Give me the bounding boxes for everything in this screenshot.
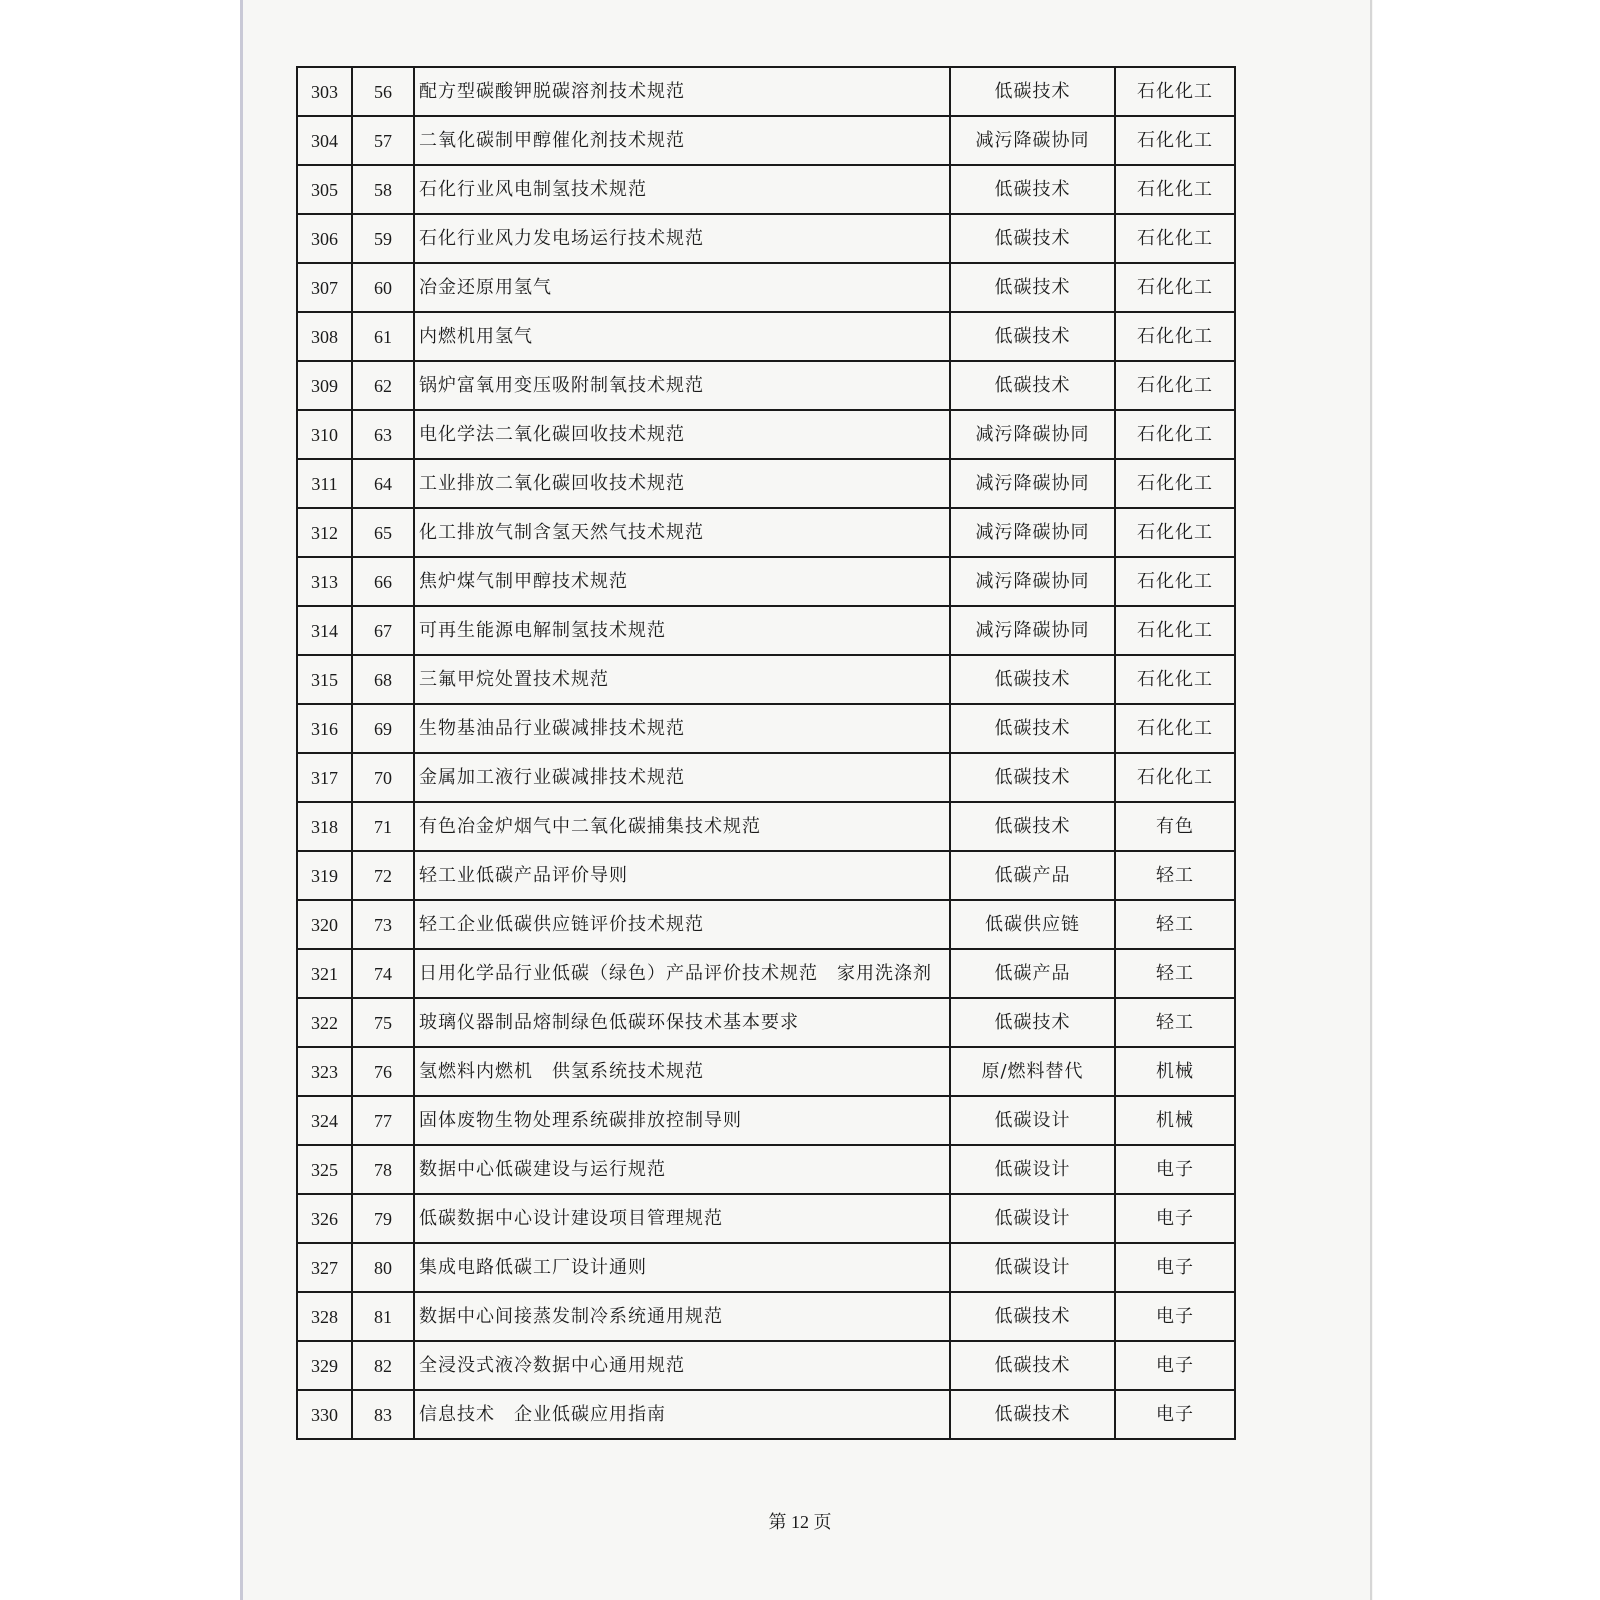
table-row [297,459,1235,508]
table-row [297,851,1235,900]
row-index-cell: 315 [297,655,352,704]
industry-cell: 石化化工 [1115,361,1235,410]
standard-name-cell: 锅炉富氧用变压吸附制氧技术规范 [414,361,950,410]
standard-name-cell: 数据中心低碳建设与运行规范 [414,1145,950,1194]
table-row [297,557,1235,606]
table-row [297,67,1235,116]
industry-cell: 机械 [1115,1096,1235,1145]
row-index-cell: 312 [297,508,352,557]
category-cell: 低碳技术 [950,312,1115,361]
category-cell: 低碳产品 [950,949,1115,998]
category-cell: 低碳技术 [950,802,1115,851]
industry-cell: 机械 [1115,1047,1235,1096]
industry-cell: 石化化工 [1115,606,1235,655]
row-index-cell: 327 [297,1243,352,1292]
category-cell: 低碳设计 [950,1096,1115,1145]
industry-cell: 石化化工 [1115,753,1235,802]
industry-cell: 石化化工 [1115,116,1235,165]
table-row [297,410,1235,459]
standard-name-cell: 可再生能源电解制氢技术规范 [414,606,950,655]
industry-cell: 石化化工 [1115,312,1235,361]
row-index-cell: 314 [297,606,352,655]
row-sequence-cell: 79 [352,1194,414,1243]
row-index-cell: 323 [297,1047,352,1096]
category-cell: 减污降碳协同 [950,557,1115,606]
category-cell: 低碳技术 [950,67,1115,116]
industry-cell: 石化化工 [1115,704,1235,753]
category-cell: 低碳技术 [950,1341,1115,1390]
category-cell: 低碳技术 [950,1390,1115,1439]
standard-name-cell: 玻璃仪器制品熔制绿色低碳环保技术基本要求 [414,998,950,1047]
industry-cell: 石化化工 [1115,214,1235,263]
category-cell: 低碳技术 [950,655,1115,704]
row-index-cell: 328 [297,1292,352,1341]
row-sequence-cell: 63 [352,410,414,459]
row-index-cell: 317 [297,753,352,802]
table-row [297,704,1235,753]
row-index-cell: 322 [297,998,352,1047]
row-sequence-cell: 60 [352,263,414,312]
row-sequence-cell: 70 [352,753,414,802]
category-cell: 低碳技术 [950,361,1115,410]
table-row [297,1194,1235,1243]
row-index-cell: 329 [297,1341,352,1390]
page-number: 第 12 页 [768,1512,832,1532]
row-sequence-cell: 64 [352,459,414,508]
standard-name-cell: 石化行业风力发电场运行技术规范 [414,214,950,263]
category-cell: 低碳技术 [950,704,1115,753]
industry-cell: 轻工 [1115,949,1235,998]
row-sequence-cell: 83 [352,1390,414,1439]
standard-name-cell: 电化学法二氧化碳回收技术规范 [414,410,950,459]
standard-name-cell: 数据中心间接蒸发制冷系统通用规范 [414,1292,950,1341]
industry-cell: 电子 [1115,1341,1235,1390]
table-row [297,949,1235,998]
row-index-cell: 304 [297,116,352,165]
row-sequence-cell: 57 [352,116,414,165]
table-row [297,1390,1235,1439]
category-cell: 低碳产品 [950,851,1115,900]
standard-name-cell: 化工排放气制含氢天然气技术规范 [414,508,950,557]
standard-name-cell: 低碳数据中心设计建设项目管理规范 [414,1194,950,1243]
standard-name-cell: 轻工业低碳产品评价导则 [414,851,950,900]
industry-cell: 石化化工 [1115,508,1235,557]
table-row [297,1243,1235,1292]
standard-name-cell: 石化行业风电制氢技术规范 [414,165,950,214]
table-body [297,67,1235,1439]
standard-name-cell: 金属加工液行业碳减排技术规范 [414,753,950,802]
table-row [297,508,1235,557]
standard-name-cell: 集成电路低碳工厂设计通则 [414,1243,950,1292]
category-cell: 减污降碳协同 [950,410,1115,459]
table-row [297,998,1235,1047]
industry-cell: 电子 [1115,1194,1235,1243]
industry-cell: 石化化工 [1115,655,1235,704]
standard-name-cell: 焦炉煤气制甲醇技术规范 [414,557,950,606]
table-row [297,753,1235,802]
industry-cell: 电子 [1115,1390,1235,1439]
standard-name-cell: 三氟甲烷处置技术规范 [414,655,950,704]
industry-cell: 有色 [1115,802,1235,851]
industry-cell: 石化化工 [1115,67,1235,116]
category-cell: 低碳技术 [950,165,1115,214]
row-sequence-cell: 76 [352,1047,414,1096]
standard-name-cell: 二氧化碳制甲醇催化剂技术规范 [414,116,950,165]
standard-name-cell: 有色冶金炉烟气中二氧化碳捕集技术规范 [414,802,950,851]
row-sequence-cell: 68 [352,655,414,704]
table-row [297,214,1235,263]
standard-name-cell: 日用化学品行业低碳（绿色）产品评价技术规范 家用洗涤剂 [414,949,950,998]
row-index-cell: 330 [297,1390,352,1439]
table-row [297,1047,1235,1096]
scan-margin [0,0,240,1600]
table-row [297,802,1235,851]
row-index-cell: 325 [297,1145,352,1194]
row-sequence-cell: 69 [352,704,414,753]
row-sequence-cell: 59 [352,214,414,263]
standard-name-cell: 轻工企业低碳供应链评价技术规范 [414,900,950,949]
category-cell: 低碳技术 [950,753,1115,802]
industry-cell: 轻工 [1115,998,1235,1047]
row-index-cell: 307 [297,263,352,312]
industry-cell: 轻工 [1115,900,1235,949]
row-sequence-cell: 65 [352,508,414,557]
row-index-cell: 313 [297,557,352,606]
page-edge [1370,0,1372,1600]
row-index-cell: 308 [297,312,352,361]
row-sequence-cell: 77 [352,1096,414,1145]
industry-cell: 轻工 [1115,851,1235,900]
table-row [297,361,1235,410]
standards-table [296,66,1236,1440]
row-index-cell: 316 [297,704,352,753]
category-cell: 减污降碳协同 [950,508,1115,557]
category-cell: 减污降碳协同 [950,459,1115,508]
industry-cell: 石化化工 [1115,557,1235,606]
category-cell: 减污降碳协同 [950,606,1115,655]
row-sequence-cell: 81 [352,1292,414,1341]
table-row [297,1096,1235,1145]
table-row [297,1292,1235,1341]
row-index-cell: 306 [297,214,352,263]
category-cell: 减污降碳协同 [950,116,1115,165]
table-row [297,1145,1235,1194]
category-cell: 低碳设计 [950,1243,1115,1292]
table-row [297,116,1235,165]
row-sequence-cell: 58 [352,165,414,214]
standard-name-cell: 生物基油品行业碳减排技术规范 [414,704,950,753]
category-cell: 低碳技术 [950,263,1115,312]
row-index-cell: 309 [297,361,352,410]
row-index-cell: 326 [297,1194,352,1243]
industry-cell: 石化化工 [1115,165,1235,214]
row-sequence-cell: 78 [352,1145,414,1194]
row-sequence-cell: 67 [352,606,414,655]
standard-name-cell: 工业排放二氧化碳回收技术规范 [414,459,950,508]
row-index-cell: 303 [297,67,352,116]
row-index-cell: 321 [297,949,352,998]
category-cell: 低碳技术 [950,214,1115,263]
category-cell: 原/燃料替代 [950,1047,1115,1096]
industry-cell: 电子 [1115,1243,1235,1292]
row-sequence-cell: 73 [352,900,414,949]
standard-name-cell: 氢燃料内燃机 供氢系统技术规范 [414,1047,950,1096]
industry-cell: 石化化工 [1115,410,1235,459]
row-index-cell: 310 [297,410,352,459]
row-sequence-cell: 61 [352,312,414,361]
industry-cell: 电子 [1115,1292,1235,1341]
table-row [297,900,1235,949]
industry-cell: 石化化工 [1115,459,1235,508]
table-row [297,1341,1235,1390]
row-sequence-cell: 74 [352,949,414,998]
standard-name-cell: 信息技术 企业低碳应用指南 [414,1390,950,1439]
row-index-cell: 305 [297,165,352,214]
standard-name-cell: 固体废物生物处理系统碳排放控制导则 [414,1096,950,1145]
table-row [297,655,1235,704]
row-sequence-cell: 62 [352,361,414,410]
category-cell: 低碳供应链 [950,900,1115,949]
row-sequence-cell: 72 [352,851,414,900]
row-index-cell: 320 [297,900,352,949]
category-cell: 低碳设计 [950,1194,1115,1243]
row-index-cell: 318 [297,802,352,851]
category-cell: 低碳技术 [950,998,1115,1047]
row-sequence-cell: 80 [352,1243,414,1292]
row-index-cell: 319 [297,851,352,900]
row-sequence-cell: 75 [352,998,414,1047]
table-row [297,606,1235,655]
category-cell: 低碳技术 [950,1292,1115,1341]
category-cell: 低碳设计 [950,1145,1115,1194]
standard-name-cell: 冶金还原用氢气 [414,263,950,312]
row-sequence-cell: 56 [352,67,414,116]
row-sequence-cell: 82 [352,1341,414,1390]
standard-name-cell: 全浸没式液冷数据中心通用规范 [414,1341,950,1390]
row-sequence-cell: 66 [352,557,414,606]
table-row [297,312,1235,361]
row-index-cell: 324 [297,1096,352,1145]
row-sequence-cell: 71 [352,802,414,851]
table-row [297,165,1235,214]
table-row [297,263,1235,312]
row-index-cell: 311 [297,459,352,508]
standard-name-cell: 配方型碳酸钾脱碳溶剂技术规范 [414,67,950,116]
industry-cell: 石化化工 [1115,263,1235,312]
standard-name-cell: 内燃机用氢气 [414,312,950,361]
industry-cell: 电子 [1115,1145,1235,1194]
